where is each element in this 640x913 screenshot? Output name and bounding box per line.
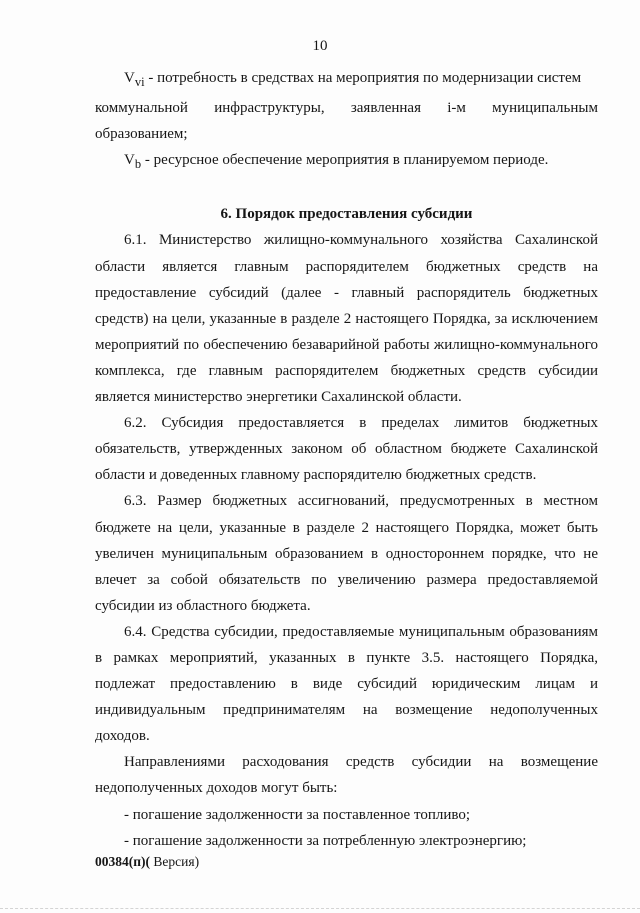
subscript-b: b [134,157,142,172]
paragraph-6-4: 6.4. Средства субсидии, предоставляемые муниципальным образованиям в рамках мероприятий, указанных в пункте 3.5. настоящего Порядка, подлежат предоставлению в виде субсидий юридическим лицам и индивидуальным предпринимателям на возмещение недополученных доходов. [95,623,598,745]
section-heading: 6. Порядок предоставления субсидии [220,206,473,223]
document-version: Версия) [150,854,200,869]
page-number: 10 [312,38,328,54]
word: i-м [447,100,466,117]
line-continuation: образованием; [95,126,188,143]
paragraph-6-2: 6.2. Субсидия предоставляется в пределах лимитов бюджетных обязательств, утвержденных законом об областном бюджете Сахалинской области и доведенных главному распорядителю бюджетных средств. [95,415,598,484]
subscript-vi: vi [134,75,145,89]
spacer [95,177,598,201]
paragraph-directions: Направлениями расходования средств субсидии на возмещение недополученных доходов могут быть: [95,754,598,797]
paragraph-6-3: 6.3. Размер бюджетных ассигнований, предусмотренных в местном бюджете на цели, указанные в разделе 2 настоящего Порядка, может быть увеличен муниципальным образованием в одностороннем порядке, что не влечет за собой обязательств по увеличению размера предоставляемой субсидии из областного бюджета. [95,493,598,614]
vvi-description: - потребность в средствах на мероприятия по модернизации систем [144,70,582,86]
document-code [95,854,199,870]
vb-description: - ресурсное обеспечение мероприятия в планируемом периоде. [141,152,549,169]
list-item-fuel-debt: - погашение задолженности за поставленное топливо; [124,806,471,823]
word: коммунальной [95,100,188,117]
word: муниципальным [492,100,598,117]
formula-definition-vvi: $V_{vi}$ - потребность в средствах на мероприятия по модернизации систем [124,70,582,89]
document-code-number: 00384(п)( [95,854,151,869]
word: инфраструктуры, [214,100,325,117]
scan-edge-line [0,908,640,909]
justified-line [95,95,598,121]
word: заявленная [350,100,421,117]
formula-definition-vb: $V_b$ - ресурсное обеспечение мероприятия в планируемом периоде. [124,152,549,172]
paragraph-6-1: 6.1. Министерство жилищно-коммунального хозяйства Сахалинской области является главным распорядителем бюджетных средств на предоставление субсидий (далее - главный распорядитель бюджетных средств) на цели, указанные в разделе 2 настоящего Порядка, за исключением мероприятий по обеспечению безаварийной работы жилищно-коммунального комплекса, где главным распорядителем бюджетных средств субсидии является министерство энергетики Сахалинской области. [95,232,598,406]
document-body [95,65,598,854]
list-item-electricity-debt: - погашение задолженности за потребленную электроэнергию; [124,832,527,849]
